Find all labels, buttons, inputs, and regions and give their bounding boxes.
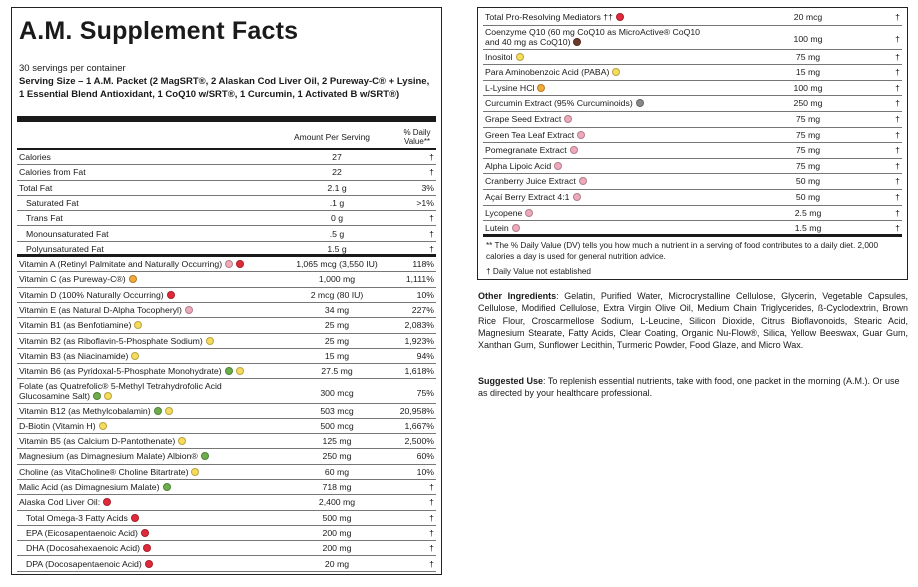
table-row bbox=[483, 26, 902, 50]
daily-value-cell: 2,500% bbox=[404, 436, 434, 447]
daily-value-cell: 227% bbox=[411, 305, 434, 315]
table-row bbox=[17, 557, 436, 572]
pink-dot-icon bbox=[573, 193, 581, 201]
yellow-dot-icon bbox=[165, 407, 173, 415]
pink-dot-icon bbox=[577, 131, 585, 139]
amount-cell: 0 g bbox=[330, 213, 344, 224]
pink-dot-icon bbox=[554, 162, 562, 170]
table-row bbox=[17, 165, 436, 180]
amount-cell: 25 mg bbox=[324, 335, 350, 346]
amount-cell: 50 mg bbox=[795, 192, 821, 202]
nutrient-name-text: Grape Seed Extract bbox=[485, 114, 562, 124]
amount-cell: 1,000 mg bbox=[318, 274, 356, 285]
daily-value-cell: † bbox=[895, 145, 900, 156]
nutrient-name-text: Vitamin B6 (as Pyridoxal-5-Phosphate Monohydrate) bbox=[19, 366, 222, 377]
amount-cell: 25 mg bbox=[324, 320, 350, 331]
table-row bbox=[17, 404, 436, 419]
nutrient-name-text: Vitamin B3 (as Niacinamide) bbox=[19, 350, 129, 361]
nutrient-name bbox=[485, 161, 562, 171]
daily-value-cell: 2,083% bbox=[404, 320, 434, 331]
nutrient-name-text: Vitamin B12 (as Methylcobalamin) bbox=[19, 405, 151, 416]
daily-value-cell: 20,958% bbox=[399, 405, 434, 416]
nutrient-name bbox=[26, 559, 153, 569]
table-row bbox=[483, 174, 902, 190]
nutrient-name bbox=[19, 421, 107, 431]
daily-value-column-header: % Daily Value** bbox=[403, 128, 431, 146]
red-dot-icon bbox=[141, 529, 149, 537]
red-dot-icon bbox=[103, 498, 111, 506]
nutrient-name bbox=[26, 528, 149, 538]
nutrient-name-text: Lycopene bbox=[485, 207, 523, 218]
daily-value-cell: 10% bbox=[416, 289, 434, 300]
nutrient-name-text: Vitamin B1 (as Benfotiamine) bbox=[19, 320, 132, 331]
nutrient-name-text: Alpha Lipoic Acid bbox=[485, 160, 552, 171]
amount-cell: 50 mg bbox=[795, 176, 821, 187]
daily-value-cell: † bbox=[429, 558, 434, 569]
suggested-use bbox=[478, 375, 908, 400]
amount-cell: 200 mg bbox=[322, 543, 352, 554]
nutrient-name-text: Trans Fat bbox=[26, 213, 63, 224]
daily-value-cell: † bbox=[895, 67, 900, 78]
table-row bbox=[17, 465, 436, 480]
other-ingredients-text: : Gelatin, Purified Water, Microcrystalline Cellulose, Glycerin, Vegetable Capsules, Cellulose, Modified Cellulose, Extra Virgin Olive Oil, Medium Chain Triglycerides, ß-Cyclodextrin, Brown Rice Flour, Croscarmellose Sodium, L-Leucine, Silicon Dioxide, Citrus Bioflavonoids, Stearic Acid, Magnesium Stearate, Fatty Acids, Clear Coating, Organic Nu-Flow®, Silica, Yellow Beeswax, Guar Gum, Xanthan Gum, Sunflower Lecithin, Turmeric Powder, Food Glaze, and Micro Wax. bbox=[478, 291, 908, 351]
pink-dot-icon bbox=[570, 146, 578, 154]
daily-value-cell: † bbox=[429, 527, 434, 538]
yellow-dot-icon bbox=[206, 337, 214, 345]
nutrient-name-text: Calories from Fat bbox=[19, 167, 86, 178]
table-row bbox=[17, 495, 436, 510]
daily-value-cell: 94% bbox=[416, 350, 434, 361]
table-row bbox=[483, 96, 902, 112]
nutrient-name bbox=[26, 198, 79, 208]
green-dot-icon bbox=[154, 407, 162, 415]
table-row bbox=[17, 318, 436, 333]
table-row bbox=[17, 288, 436, 303]
pink-dot-icon bbox=[512, 224, 520, 232]
nutrient-name bbox=[485, 83, 545, 93]
amount-cell: 100 mg bbox=[793, 33, 823, 44]
table-row bbox=[483, 206, 902, 222]
amount-cell: 20 mg bbox=[324, 558, 350, 569]
daily-value-cell: † bbox=[895, 114, 900, 124]
amount-cell: 60 mg bbox=[324, 466, 350, 477]
amount-cell: 20 mcg bbox=[793, 12, 823, 22]
red-dot-icon bbox=[236, 260, 244, 268]
nutrient-name-text: Calories bbox=[19, 152, 51, 162]
supplement-facts-continued-panel bbox=[477, 7, 908, 280]
nutrient-name-text: EPA (Eicosapentaenoic Acid) bbox=[26, 527, 138, 538]
suggested-use-label: Suggested Use bbox=[478, 376, 544, 386]
nutrient-name bbox=[19, 305, 193, 315]
amount-cell: 250 mg bbox=[793, 98, 823, 109]
daily-value-cell: † bbox=[429, 228, 434, 239]
nutrient-name bbox=[26, 543, 151, 553]
amount-cell: 75 mg bbox=[795, 129, 821, 140]
nutrient-name-text: Vitamin E (as Natural D-Alpha Tocopheryl) bbox=[19, 305, 182, 315]
nutrient-name bbox=[485, 145, 578, 155]
nutrient-name-text: Total Omega-3 Fatty Acids bbox=[26, 512, 128, 523]
table-row bbox=[17, 364, 436, 379]
daily-value-cell: 118% bbox=[412, 259, 434, 270]
daily-value-cell: † bbox=[895, 223, 900, 234]
daily-value-cell: † bbox=[429, 497, 434, 508]
nutrient-name bbox=[19, 183, 52, 193]
nutrient-name bbox=[19, 259, 244, 269]
page-title: A.M. Supplement Facts bbox=[19, 17, 299, 45]
table-row bbox=[17, 227, 436, 242]
nutrient-name bbox=[485, 67, 620, 77]
red-dot-icon bbox=[616, 13, 624, 21]
nutrient-name-text: Vitamin B5 (as Calcium D-Pantothenate) bbox=[19, 436, 176, 447]
pink-dot-icon bbox=[525, 209, 533, 217]
table-row bbox=[17, 242, 436, 257]
nutrient-name-text: Cranberry Juice Extract bbox=[485, 176, 576, 187]
nutrient-name bbox=[19, 482, 171, 492]
nutrient-name-text: D-Biotin (Vitamin H) bbox=[19, 420, 96, 431]
table-row bbox=[483, 190, 902, 206]
nutrient-name bbox=[19, 406, 173, 416]
red-dot-icon bbox=[167, 291, 175, 299]
amount-cell: 1,065 mcg (3,550 IU) bbox=[296, 259, 378, 270]
nutrient-name-text: L-Lysine HCl bbox=[485, 82, 535, 93]
amount-cell: .1 g bbox=[329, 197, 345, 208]
daily-value-cell: † bbox=[429, 512, 434, 523]
daily-value-cell: 1,923% bbox=[404, 335, 434, 346]
red-dot-icon bbox=[143, 544, 151, 552]
serving-size: Serving Size – 1 A.M. Packet (2 MagSRT®, 2 Alaskan Cod Liver Oil, 2 Pureway-C® + Lysine, 1 Essential Blend Antioxidant, 1 CoQ10 w/SRT®, 1 Curcumin, 1 Activated B w/SRT®) bbox=[19, 76, 430, 100]
table-row bbox=[483, 159, 902, 175]
daily-value-cell: 1,111% bbox=[405, 274, 434, 285]
nutrient-name-text: Monounsaturated Fat bbox=[26, 228, 109, 239]
nutrient-name bbox=[26, 513, 139, 523]
yellow-dot-icon bbox=[178, 437, 186, 445]
nutrient-name-text: Saturated Fat bbox=[26, 197, 79, 208]
amount-cell: 2,400 mg bbox=[318, 497, 356, 508]
nutrient-name bbox=[485, 130, 585, 140]
daily-value-cell: 10% bbox=[416, 466, 434, 477]
nutrient-name bbox=[485, 52, 524, 62]
daily-value-cell: † bbox=[895, 12, 900, 22]
daily-value-cell: † bbox=[895, 33, 900, 44]
yellow-dot-icon bbox=[104, 392, 112, 400]
nutrient-name bbox=[485, 27, 715, 48]
orange-dot-icon bbox=[129, 275, 137, 283]
amount-cell: 75 mg bbox=[795, 145, 821, 156]
daily-value-cell: † bbox=[429, 152, 434, 162]
nutrient-name bbox=[26, 244, 104, 254]
amount-cell: 300 mcg bbox=[320, 387, 354, 398]
table-row bbox=[17, 181, 436, 196]
nutrient-name-text: Curcumin Extract (95% Curcuminoids) bbox=[485, 98, 633, 109]
nutrient-name-text: Vitamin B2 (as Riboflavin-5-Phosphate Sodium) bbox=[19, 335, 203, 346]
nutrient-name-text: Polyunsaturated Fat bbox=[26, 243, 104, 254]
daily-value-cell: 75% bbox=[416, 387, 434, 398]
daily-value-cell: † bbox=[895, 129, 900, 140]
table-row bbox=[17, 196, 436, 211]
yellow-dot-icon bbox=[516, 53, 524, 61]
nutrient-name bbox=[26, 213, 63, 223]
nutrient-name bbox=[19, 152, 51, 162]
table-row bbox=[17, 511, 436, 526]
green-dot-icon bbox=[201, 452, 209, 460]
nutrient-name-text: Total Fat bbox=[19, 182, 53, 193]
table-row bbox=[483, 65, 902, 81]
amount-cell: 2.5 mg bbox=[794, 207, 822, 218]
amount-cell: .5 g bbox=[329, 228, 345, 239]
table-row bbox=[483, 128, 902, 144]
divider-thick bbox=[17, 116, 436, 122]
nutrient-name bbox=[19, 320, 142, 330]
nutrient-name bbox=[19, 366, 244, 376]
dagger-footnote: † Daily Value not established bbox=[486, 267, 591, 276]
table-row bbox=[17, 211, 436, 226]
nutrient-name-text: Açaí Berry Extract 4:1 bbox=[485, 192, 570, 202]
nutrient-name bbox=[485, 208, 533, 218]
nutrient-name-text: Coenzyme Q10 (60 mg CoQ10 as MicroActive® CoQ10 and 40 mg as CoQ10) bbox=[485, 26, 700, 48]
daily-value-cell: † bbox=[895, 160, 900, 171]
daily-value-cell: † bbox=[895, 82, 900, 93]
orange-dot-icon bbox=[537, 84, 545, 92]
daily-value-cell: 1,618% bbox=[404, 366, 434, 377]
green-dot-icon bbox=[163, 483, 171, 491]
amount-cell: 500 mg bbox=[322, 512, 352, 523]
amount-cell: 22 bbox=[332, 167, 342, 178]
nutrient-name bbox=[485, 223, 520, 233]
amount-cell: 500 mcg bbox=[320, 420, 354, 431]
brown-dot-icon bbox=[573, 38, 581, 46]
nutrient-name-text: Total Pro-Resolving Mediators †† bbox=[485, 12, 613, 22]
daily-value-cell: † bbox=[429, 243, 434, 254]
supplement-facts-panel bbox=[11, 7, 442, 575]
amount-cell: 1.5 mg bbox=[794, 223, 822, 234]
nutrient-name-text: DHA (Docosahexaenoic Acid) bbox=[26, 543, 140, 554]
nutrient-name-text: Para Aminobenzoic Acid (PABA) bbox=[485, 67, 610, 78]
amount-cell: 503 mcg bbox=[320, 405, 354, 416]
table-row bbox=[483, 10, 902, 26]
daily-value-cell: † bbox=[429, 213, 434, 224]
amount-cell: 2.1 g bbox=[327, 182, 347, 193]
amount-cell: 200 mg bbox=[322, 527, 352, 538]
nutrient-name bbox=[485, 192, 581, 202]
table-row bbox=[17, 541, 436, 556]
table-row bbox=[17, 419, 436, 434]
daily-value-cell: † bbox=[895, 176, 900, 187]
nutrient-name bbox=[19, 451, 209, 461]
red-dot-icon bbox=[145, 560, 153, 568]
table-row bbox=[17, 526, 436, 541]
table-row bbox=[17, 150, 436, 165]
table-row bbox=[17, 449, 436, 464]
daily-value-cell: 60% bbox=[416, 451, 434, 462]
pink-dot-icon bbox=[564, 115, 572, 123]
pink-dot-icon bbox=[579, 177, 587, 185]
nutrient-name bbox=[19, 351, 139, 361]
nutrient-name-text: Malic Acid (as Dimagnesium Malate) bbox=[19, 482, 160, 492]
daily-value-footnote: ** The % Daily Value (DV) tells you how much a nutrient in a serving of food contributes to a daily diet. 2,000 calories a day is used for general nutrition advice. bbox=[486, 241, 878, 261]
daily-value-cell: 1,667% bbox=[404, 420, 434, 431]
table-row bbox=[17, 257, 436, 272]
yellow-dot-icon bbox=[236, 367, 244, 375]
nutrient-name bbox=[19, 336, 214, 346]
suggested-use-text: : To replenish essential nutrients, take with food, one packet in the morning (A.M.). Or use as directed by your healthcare professional. bbox=[478, 376, 900, 399]
nutrient-name-text: Vitamin A (Retinyl Palmitate and Naturally Occurring) bbox=[19, 259, 223, 270]
nutrient-name bbox=[19, 290, 175, 300]
nutrient-name bbox=[19, 436, 186, 446]
amount-cell: 15 mg bbox=[795, 67, 821, 78]
nutrient-name bbox=[19, 274, 137, 284]
nutrient-name-text: DPA (Docosapentaenoic Acid) bbox=[26, 558, 142, 569]
table-row bbox=[483, 50, 902, 66]
amount-cell: 27 bbox=[332, 152, 342, 162]
nutrient-name bbox=[19, 497, 111, 507]
daily-value-cell: † bbox=[429, 167, 434, 178]
table-row bbox=[17, 272, 436, 287]
amount-cell: 27.5 mg bbox=[321, 366, 353, 377]
amount-cell: 75 mg bbox=[795, 51, 821, 62]
servings-per-container: 30 servings per container bbox=[19, 63, 126, 74]
green-dot-icon bbox=[225, 367, 233, 375]
table-row bbox=[17, 334, 436, 349]
amount-cell: 2 mcg (80 IU) bbox=[310, 289, 364, 300]
yellow-dot-icon bbox=[134, 321, 142, 329]
other-ingredients-label: Other Ingredients bbox=[478, 291, 557, 301]
daily-value-cell: † bbox=[429, 543, 434, 554]
amount-cell: 34 mg bbox=[324, 305, 350, 315]
nutrient-name bbox=[485, 98, 644, 108]
pink-dot-icon bbox=[185, 306, 193, 314]
table-row bbox=[17, 380, 436, 404]
yellow-dot-icon bbox=[99, 422, 107, 430]
amount-cell: 1.5 g bbox=[327, 243, 347, 254]
amount-cell: 75 mg bbox=[795, 160, 821, 171]
daily-value-cell: 3% bbox=[421, 182, 434, 193]
other-ingredients bbox=[478, 290, 908, 351]
nutrient-name bbox=[26, 229, 109, 239]
daily-value-cell: † bbox=[895, 51, 900, 62]
table-row bbox=[17, 303, 436, 318]
amount-cell: 250 mg bbox=[322, 451, 352, 462]
table-row bbox=[483, 221, 902, 237]
nutrient-name bbox=[19, 167, 86, 177]
nutrient-name-text: Magnesium (as Dimagnesium Malate) Albion® bbox=[19, 451, 198, 462]
red-dot-icon bbox=[131, 514, 139, 522]
amount-cell: 125 mg bbox=[322, 436, 352, 447]
amount-cell: 15 mg bbox=[324, 350, 350, 361]
table-row bbox=[483, 143, 902, 159]
nutrient-name-text: Inositol bbox=[485, 51, 513, 62]
daily-value-cell: † bbox=[895, 207, 900, 218]
yellow-dot-icon bbox=[612, 68, 620, 76]
nutrient-name-text: Green Tea Leaf Extract bbox=[485, 129, 575, 140]
nutrient-name bbox=[19, 381, 249, 402]
green-dot-icon bbox=[93, 392, 101, 400]
table-row bbox=[483, 81, 902, 97]
nutrient-name bbox=[19, 467, 199, 477]
nutrient-name-text: Choline (as VitaCholine® Choline Bitartrate) bbox=[19, 466, 189, 477]
daily-value-cell: † bbox=[429, 482, 434, 492]
amount-cell: 718 mg bbox=[322, 482, 352, 492]
table-row bbox=[17, 480, 436, 495]
gray-dot-icon bbox=[636, 99, 644, 107]
nutrient-name bbox=[485, 176, 587, 186]
table-row bbox=[17, 434, 436, 449]
daily-value-cell: † bbox=[895, 192, 900, 202]
amount-cell: 100 mg bbox=[793, 82, 823, 93]
pink-dot-icon bbox=[225, 260, 233, 268]
yellow-dot-icon bbox=[191, 468, 199, 476]
daily-value-cell: >1% bbox=[416, 197, 434, 208]
amount-cell: 75 mg bbox=[795, 114, 821, 124]
amount-column-header: Amount Per Serving bbox=[293, 132, 371, 142]
nutrient-name bbox=[485, 12, 624, 22]
yellow-dot-icon bbox=[131, 352, 139, 360]
nutrient-name bbox=[485, 114, 572, 124]
nutrient-name-text: Vitamin C (as Pureway-C®) bbox=[19, 274, 126, 285]
daily-value-cell: † bbox=[895, 98, 900, 109]
nutrient-name-text: Alaska Cod Liver Oil: bbox=[19, 497, 101, 508]
nutrient-name-text: Vitamin D (100% Naturally Occurring) bbox=[19, 289, 164, 300]
nutrient-name-text: Lutein bbox=[485, 223, 509, 234]
nutrient-name-text: Folate (as Quatrefolic® 5-Methyl Tetrahydrofolic Acid Glucosamine Salt) bbox=[19, 380, 222, 401]
nutrient-name-text: Pomegranate Extract bbox=[485, 145, 567, 156]
table-row bbox=[17, 349, 436, 364]
table-row bbox=[483, 112, 902, 128]
